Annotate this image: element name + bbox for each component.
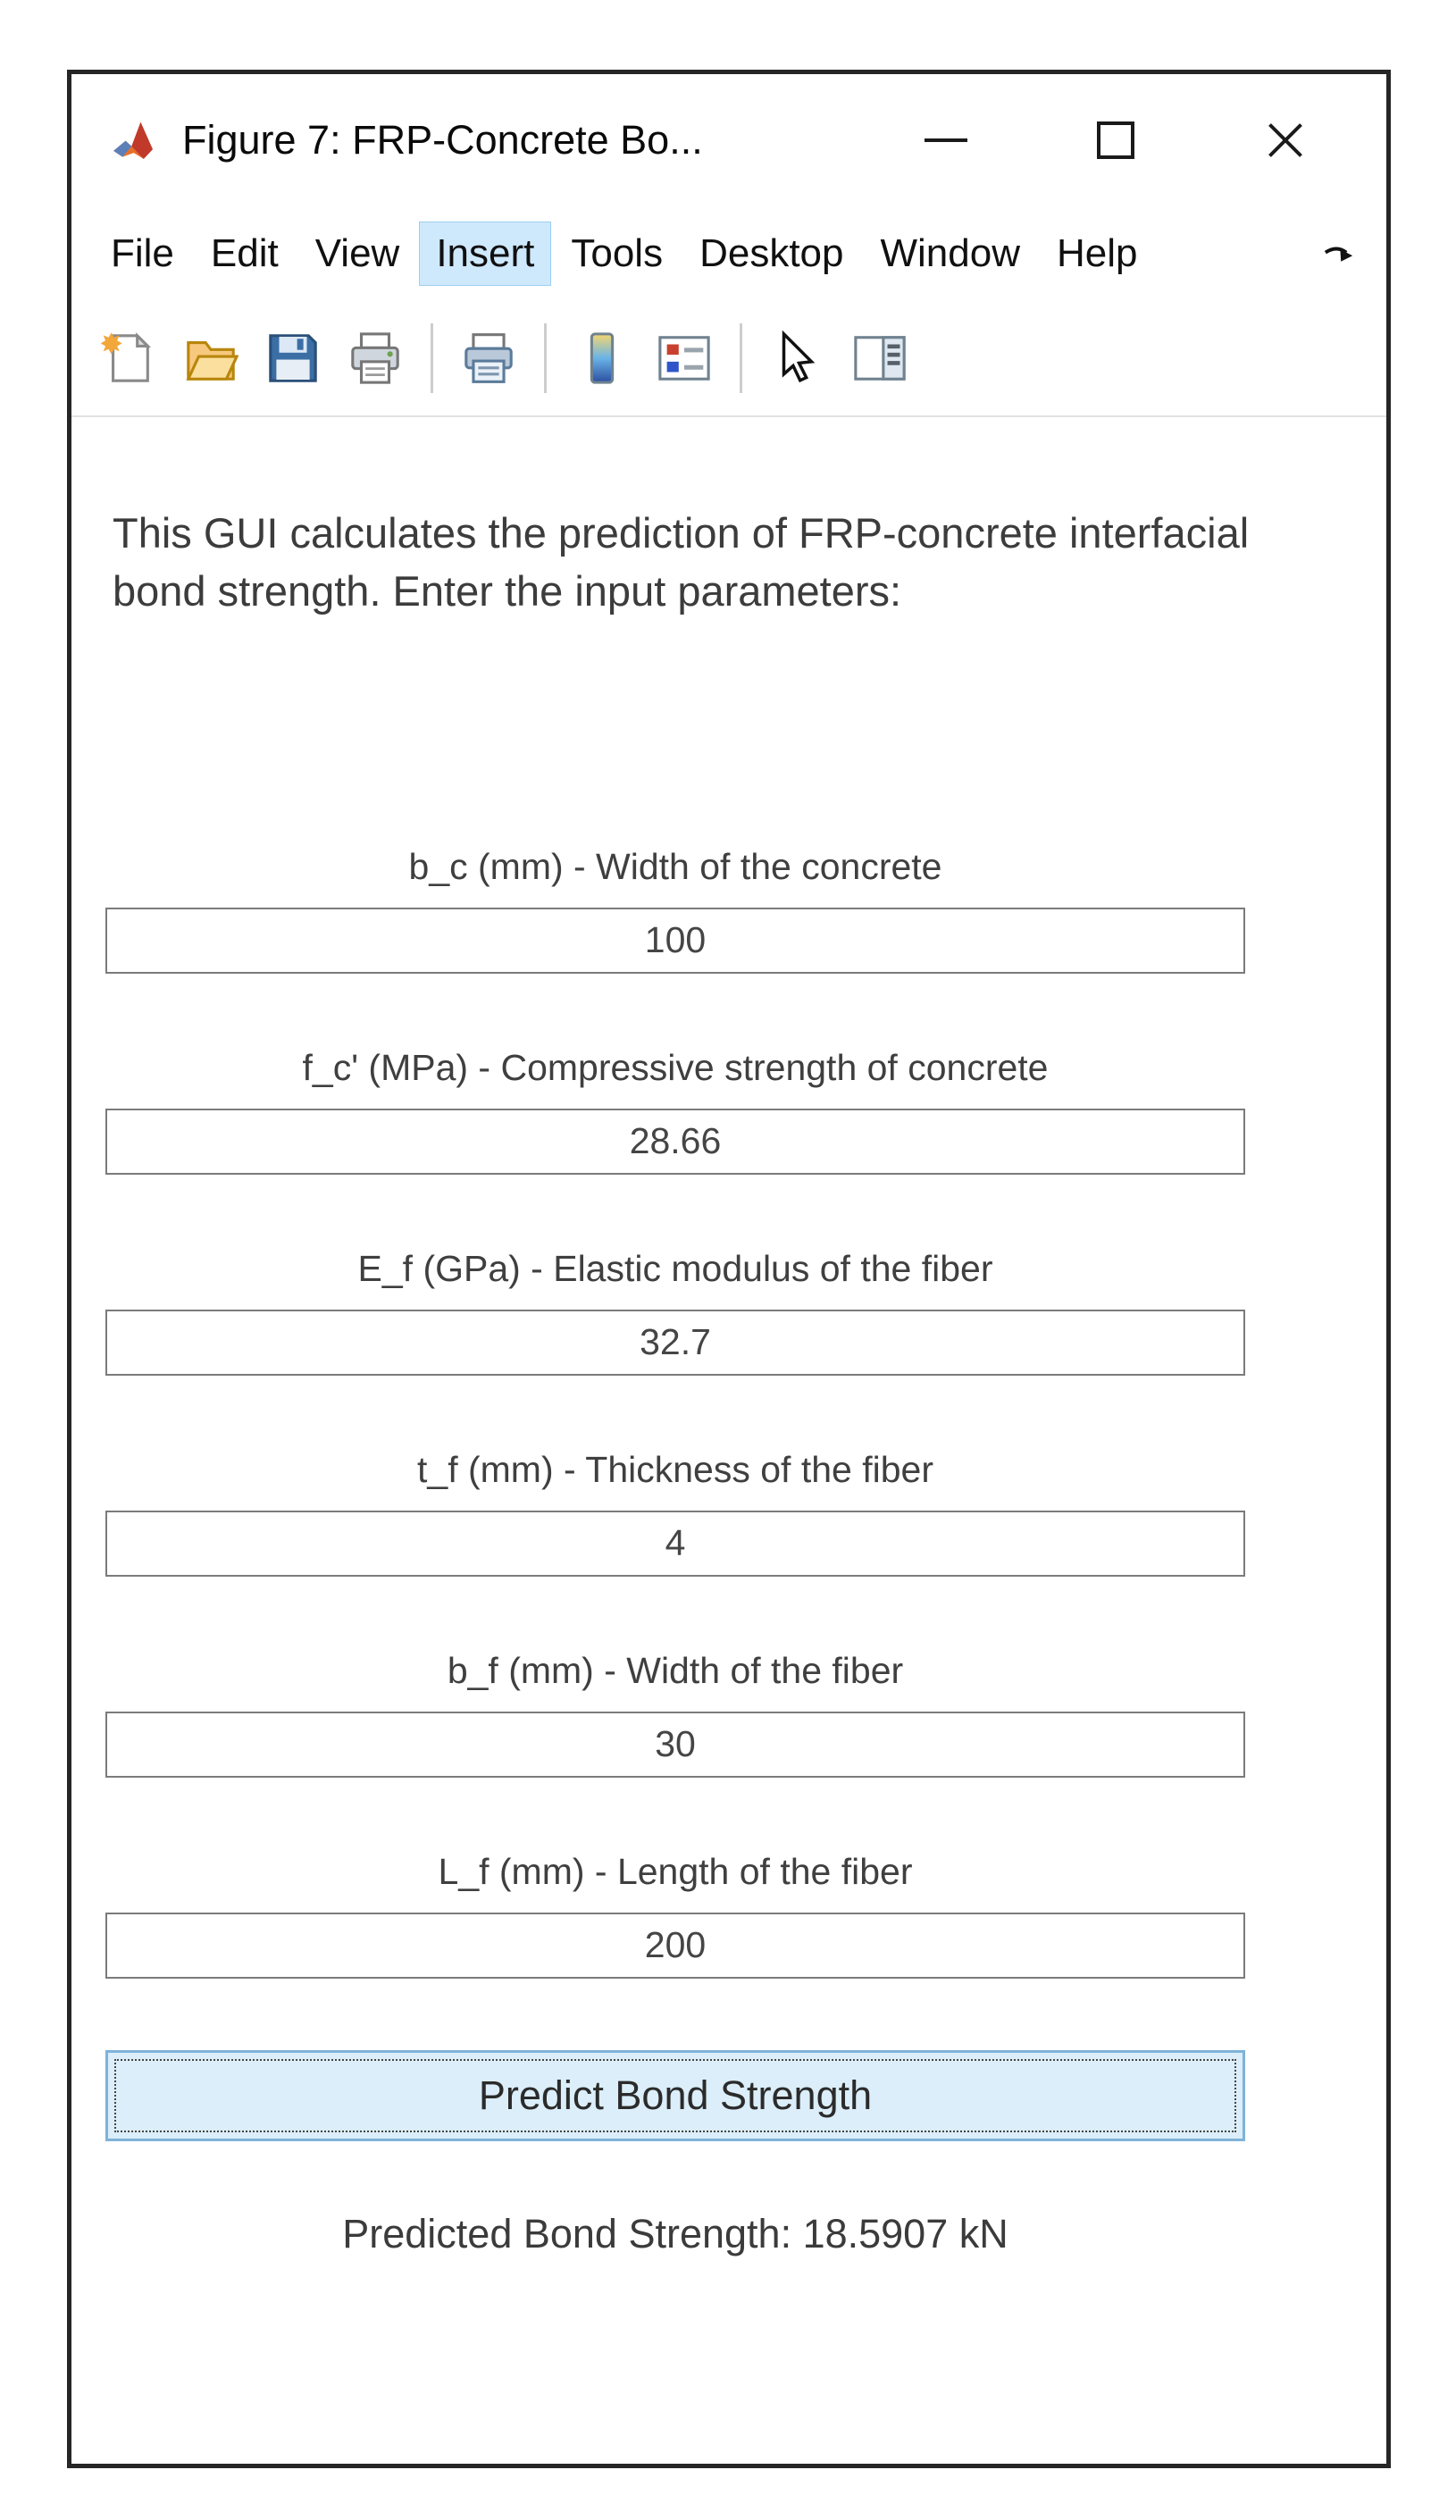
menu-window[interactable]: Window	[880, 231, 1020, 275]
predicted-result-text: Predicted Bond Strength: 18.5907 kN	[342, 2210, 1008, 2256]
menu-file[interactable]: File	[111, 231, 174, 275]
open-file-icon[interactable]	[177, 324, 245, 392]
menu-help[interactable]: Help	[1057, 231, 1138, 275]
maximize-button[interactable]	[1031, 74, 1201, 206]
minimize-icon	[925, 138, 967, 142]
minimize-button[interactable]	[861, 74, 1031, 206]
toolbar-separator	[544, 323, 547, 393]
bc-label: b_c (mm) - Width of the concrete	[408, 845, 942, 887]
window-title: Figure 7: FRP-Concrete Bo...	[182, 117, 703, 163]
bc-input[interactable]	[105, 908, 1245, 974]
insert-colorbar-icon[interactable]	[568, 324, 636, 392]
new-figure-icon[interactable]	[95, 324, 163, 392]
field-bc	[105, 846, 1245, 974]
instructions-text: This GUI calculates the prediction of FRP-concrete interfacial bond strength. Enter the input parameters:	[113, 509, 1250, 615]
menu-tools[interactable]: Tools	[571, 231, 664, 275]
close-button[interactable]	[1201, 74, 1370, 206]
maximize-icon	[1097, 121, 1134, 159]
menu-overflow-arrow-icon[interactable]	[1315, 230, 1363, 278]
field-fc	[105, 1047, 1245, 1175]
field-lf	[105, 1851, 1245, 1979]
toolbar	[71, 301, 1386, 417]
titlebar	[71, 74, 1386, 206]
edit-plot-icon[interactable]	[764, 324, 832, 392]
toolbar-separator	[740, 323, 742, 393]
fc-label: f_c' (MPa) - Compressive strength of concrete	[302, 1046, 1049, 1088]
bf-label: b_f (mm) - Width of the fiber	[447, 1649, 904, 1691]
close-icon	[1263, 118, 1308, 163]
menu-desktop[interactable]: Desktop	[699, 231, 844, 275]
print-preview-icon[interactable]	[455, 324, 523, 392]
toolbar-separator	[431, 323, 433, 393]
ef-input[interactable]	[105, 1310, 1245, 1376]
menu-insert[interactable]: Insert	[420, 222, 550, 285]
bf-input[interactable]	[105, 1712, 1245, 1778]
tf-label: t_f (mm) - Thickness of the fiber	[417, 1448, 933, 1490]
lf-label: L_f (mm) - Length of the fiber	[438, 1850, 913, 1892]
ef-label: E_f (GPa) - Elastic modulus of the fiber	[357, 1247, 993, 1289]
insert-legend-icon[interactable]	[650, 324, 718, 392]
field-bf	[105, 1650, 1245, 1778]
lf-input[interactable]	[105, 1913, 1245, 1979]
window-controls	[861, 74, 1386, 206]
menu-edit[interactable]: Edit	[210, 231, 279, 275]
input-fields	[105, 846, 1245, 1979]
print-figure-icon[interactable]	[341, 324, 409, 392]
tf-input[interactable]	[105, 1511, 1245, 1577]
menubar	[71, 206, 1386, 301]
field-ef	[105, 1248, 1245, 1376]
save-figure-icon[interactable]	[259, 324, 327, 392]
figure-window	[67, 70, 1391, 2468]
fc-input[interactable]	[105, 1109, 1245, 1175]
predict-bond-strength-button[interactable]: Predict Bond Strength	[105, 2050, 1245, 2141]
field-tf	[105, 1449, 1245, 1577]
show-plot-tools-icon[interactable]	[846, 324, 914, 392]
menu-view[interactable]: View	[314, 231, 400, 275]
matlab-figure-icon	[109, 116, 157, 164]
figure-canvas	[71, 417, 1386, 2464]
